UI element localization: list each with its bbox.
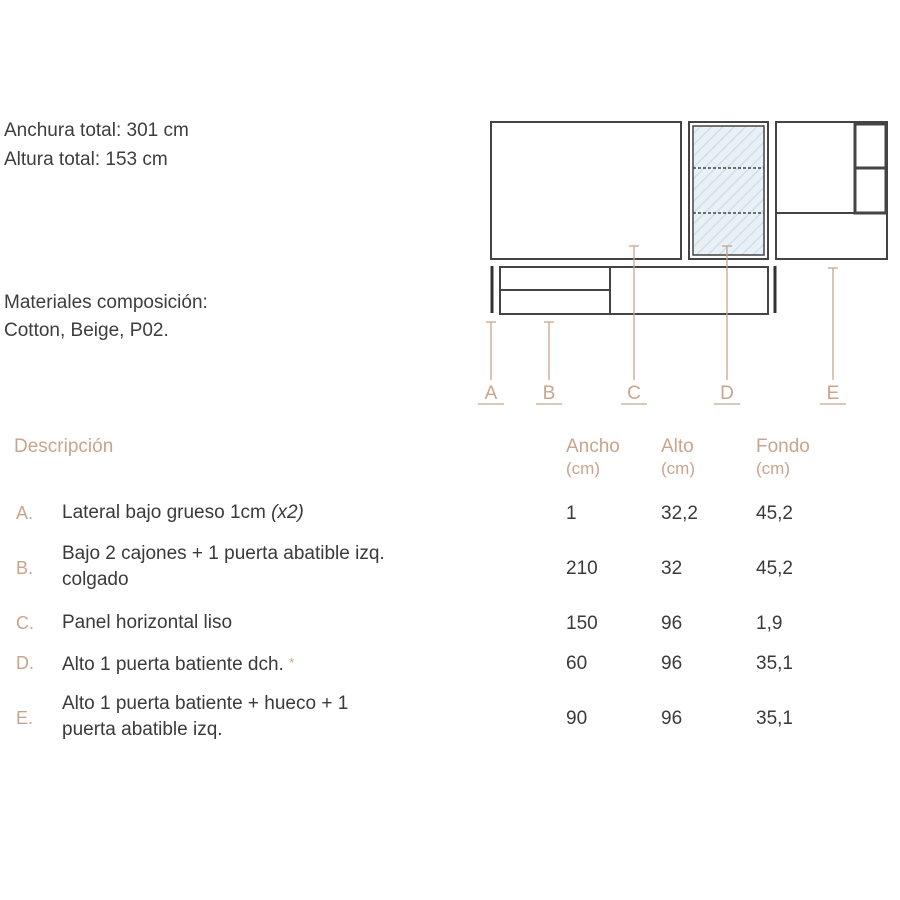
- header-height-unit: (cm): [661, 459, 695, 478]
- total-height-text: Altura total: 153 cm: [4, 149, 168, 170]
- module-c-panel: [491, 122, 681, 259]
- materials-title: Materiales composición:: [4, 292, 208, 313]
- label-d: D: [720, 383, 734, 404]
- row-a-description: Lateral bajo grueso 1cm (x2): [62, 502, 304, 523]
- row-d-depth: 35,1: [756, 653, 793, 674]
- label-a: A: [484, 383, 498, 404]
- row-a-letter: A.: [16, 503, 34, 523]
- header-width: Ancho: [566, 436, 620, 457]
- row-c-description: Panel horizontal liso: [62, 612, 233, 633]
- row-b-width: 210: [566, 558, 598, 579]
- row-c-width: 150: [566, 613, 598, 634]
- row-a-depth: 45,2: [756, 503, 793, 524]
- row-c-depth: 1,9: [756, 613, 783, 634]
- row-b-letter: B.: [16, 558, 34, 578]
- label-e: E: [826, 383, 840, 404]
- total-width-text: Anchura total: 301 cm: [4, 120, 189, 141]
- header-width-unit: (cm): [566, 459, 600, 478]
- row-a-width: 1: [566, 503, 577, 524]
- row-e-height: 96: [661, 708, 683, 729]
- asterisk-note: *: [289, 655, 295, 670]
- row-e-depth: 35,1: [756, 708, 793, 729]
- row-e-description: Alto 1 puerta batiente + hueco + 1 puerta abatible izq.: [62, 693, 349, 740]
- header-height: Alto: [661, 436, 694, 457]
- header-depth: Fondo: [756, 436, 810, 457]
- materials-value: Cotton, Beige, P02.: [4, 320, 169, 341]
- row-d-description: Alto 1 puerta batiente dch. *: [62, 654, 295, 675]
- label-c: C: [627, 383, 641, 404]
- row-c-height: 96: [661, 613, 683, 634]
- row-b-description: Bajo 2 cajones + 1 puerta abatible izq. colgado: [62, 543, 385, 590]
- row-b-depth: 45,2: [756, 558, 793, 579]
- row-e-width: 90: [566, 708, 588, 729]
- composition-diagram: [0, 0, 900, 420]
- row-d-letter: D.: [16, 653, 34, 673]
- module-e-cabinet: [776, 122, 887, 259]
- row-c-letter: C.: [16, 613, 34, 633]
- row-d-width: 60: [566, 653, 588, 674]
- row-d-height: 96: [661, 653, 683, 674]
- label-b: B: [542, 383, 556, 404]
- row-a-height: 32,2: [661, 503, 698, 524]
- header-depth-unit: (cm): [756, 459, 790, 478]
- row-b-height: 32: [661, 558, 683, 579]
- module-d-cabinet: [689, 122, 768, 259]
- row-e-letter: E.: [16, 708, 34, 728]
- header-description: Descripción: [14, 436, 114, 457]
